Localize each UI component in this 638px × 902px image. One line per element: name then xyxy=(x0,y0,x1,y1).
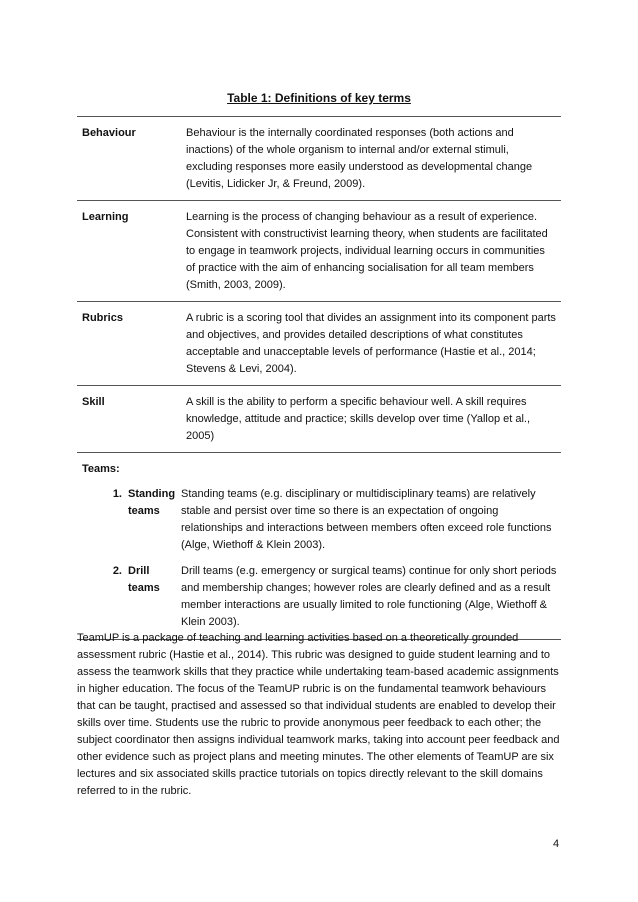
term-behaviour: Behaviour xyxy=(82,127,136,139)
term-learning: Learning xyxy=(82,211,129,223)
definition-skill: A skill is the ability to perform a specific behaviour well. A skill requires knowledge, attitude and practice; skills develop over time (Yallop et al., 2005) xyxy=(186,396,531,442)
definitions-table xyxy=(77,116,561,640)
definition-rubrics: A rubric is a scoring tool that divides an assignment into its component parts and objectives, and provides detailed descriptions of what constitutes acceptable and unacceptable levels of performance (Hastie et al., 2014; Stevens & Levi, 2004). xyxy=(186,312,556,375)
page-number: 4 xyxy=(553,838,560,850)
teams-item-drill-term-cell xyxy=(77,563,181,631)
term-standing-teams: Standing teams xyxy=(128,488,176,517)
table-row-skill xyxy=(77,386,561,453)
term-skill: Skill xyxy=(82,396,105,408)
body-paragraph: TeamUP is a package of teaching and learning activities based on a theoretically grounded assessment rubric (Hastie et al., 2014). This rubric was designed to guide student learning and to assess the teamwork skills that they practice while undertaking team-based academic assignments in higher education. The focus of the TeamUP rubric is on the fundamental teamwork behaviours that can be taught, practised and assessed so that individual students are enabled to develop their skills over time. Students use the rubric to provide anonymous peer feedback to each other; the subject coordinator then assigns individual teamwork marks, taking into account peer feedback and other evidence such as project plans and meeting minutes. The other elements of TeamUP are six lectures and six associated skills practice tutorials on topics directly relevant to the skill domains referred to in the rubric. xyxy=(77,632,560,797)
list-number: 2. xyxy=(112,565,122,577)
table-row-behaviour xyxy=(77,117,561,201)
teams-item-drill xyxy=(77,563,561,631)
term-drill-teams: Drill teams xyxy=(128,565,160,594)
definition-standing-teams: Standing teams (e.g. disciplinary or multidisciplinary teams) are relatively stable and persist over time so there is an expectation of ongoing relationships and interactions between members often exceed role functions (Alge, Wiethoff & Klein 2003). xyxy=(181,488,552,551)
teams-item-standing xyxy=(77,486,561,554)
term-teams: Teams: xyxy=(82,463,120,475)
definition-drill-teams: Drill teams (e.g. emergency or surgical teams) continue for only short periods and membership changes; however roles are clearly defined and as a result member interactions are usually limited to role functioning (Alge, Wiethoff & Klein 2003). xyxy=(181,565,557,628)
table-row-learning xyxy=(77,201,561,302)
definition-behaviour: Behaviour is the internally coordinated responses (both actions and inactions) of the whole organism to internal and/or external stimuli, excluding responses more easily understood as developmental change (Levitis, Lidicker Jr, & Freund, 2009). xyxy=(186,127,533,190)
definition-learning: Learning is the process of changing behaviour as a result of experience. Consistent with constructivist learning theory, when students are facilitated to engage in teamwork projects, individual learning occurs in communities of practice with the aim of enhancing socialisation for all team members (Smith, 2003, 2009). xyxy=(186,211,548,291)
term-rubrics: Rubrics xyxy=(82,312,123,324)
table-title: Table 1: Definitions of key terms xyxy=(227,91,411,105)
teams-item-standing-term-cell xyxy=(77,486,181,554)
list-number: 1. xyxy=(112,488,122,500)
table-row-rubrics xyxy=(77,302,561,386)
table-row-teams xyxy=(77,453,561,640)
